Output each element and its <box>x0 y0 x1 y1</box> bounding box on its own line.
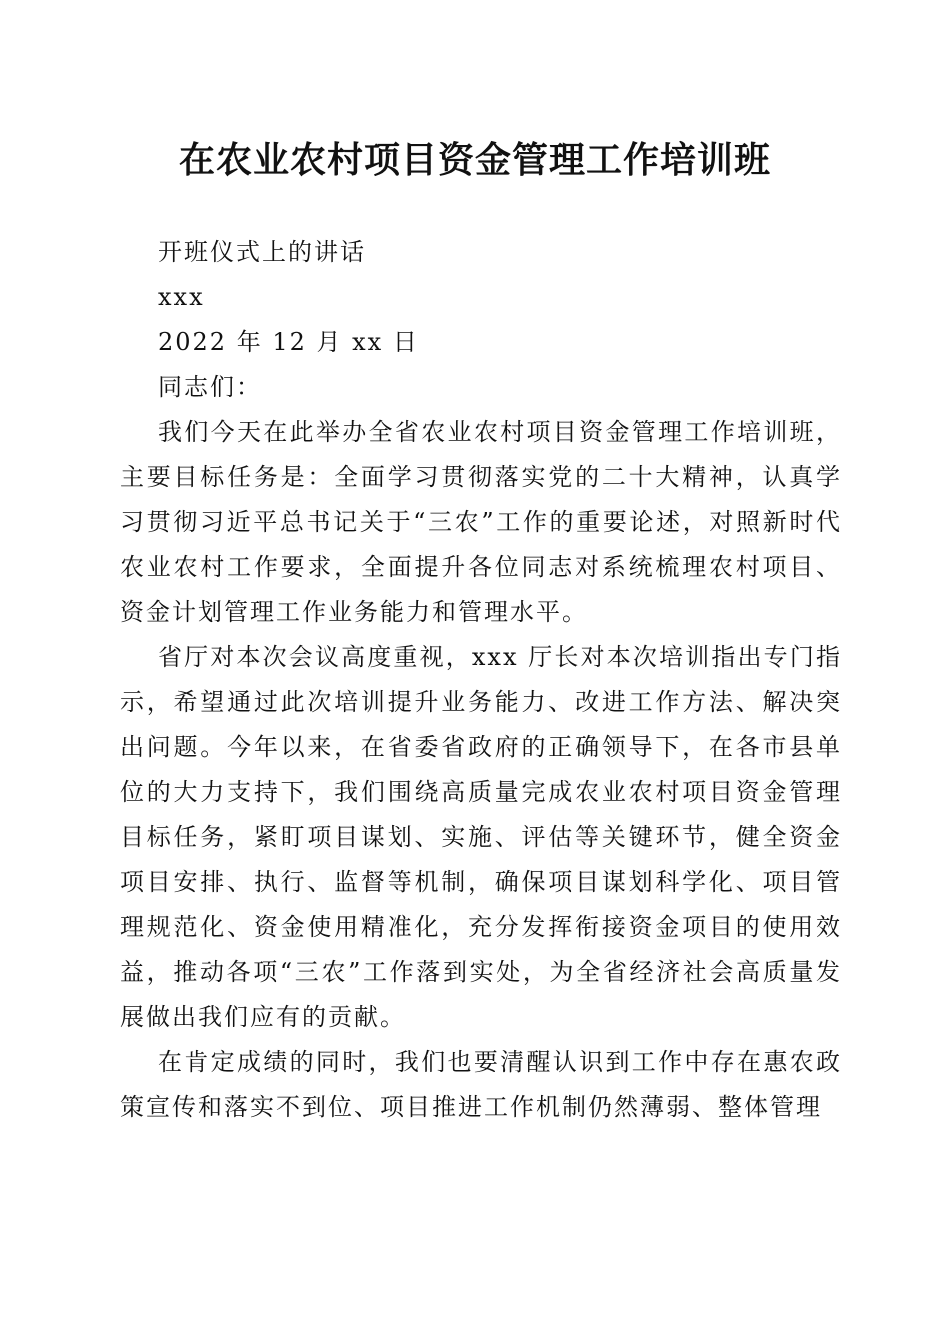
document-subtitle: 开班仪式上的讲话 <box>158 238 366 266</box>
paragraph-2: 省厅对本次会议高度重视，xxx 厅长对本次培训指出专门指示，希望通过此次培训提升业务能力、改进工作方法、解决突出问题。今年以来，在省委省政府的正确领导下，在各市县单位的大力支持下，我们围绕高质量完成农业农村项目资金管理目标任务，紧盯项目谋划、实施、评估等关键环节，健全资金项目安排、执行、监督等机制，确保项目谋划科学化、项目管理规范化、资金使用精准化，充分发挥衔接资金项目的使用效益，推动各项“三农”工作落到实处，为全省经济社会高质量发展做出我们应有的贡献。 <box>120 643 842 1031</box>
speaker-name: xxx <box>158 283 205 311</box>
document-body <box>120 230 842 1130</box>
salutation: 同志们： <box>158 373 262 401</box>
paragraph-3: 在肯定成绩的同时，我们也要清醒认识到工作中存在惠农政策宣传和落实不到位、项目推进工作机制仍然薄弱、整体管理 <box>120 1048 842 1121</box>
speech-date: 2022 年 12 月 xx 日 <box>158 328 419 356</box>
document-title: 在农业农村项目资金管理工作培训班 <box>178 139 771 181</box>
paragraph-1: 我们今天在此举办全省农业农村项目资金管理工作培训班，主要目标任务是：全面学习贯彻落实党的二十大精神，认真学习贯彻习近平总书记关于“三农”工作的重要论述，对照新时代农业农村工作要求，全面提升各位同志对系统梳理农村项目、资金计划管理工作业务能力和管理水平。 <box>120 418 842 626</box>
